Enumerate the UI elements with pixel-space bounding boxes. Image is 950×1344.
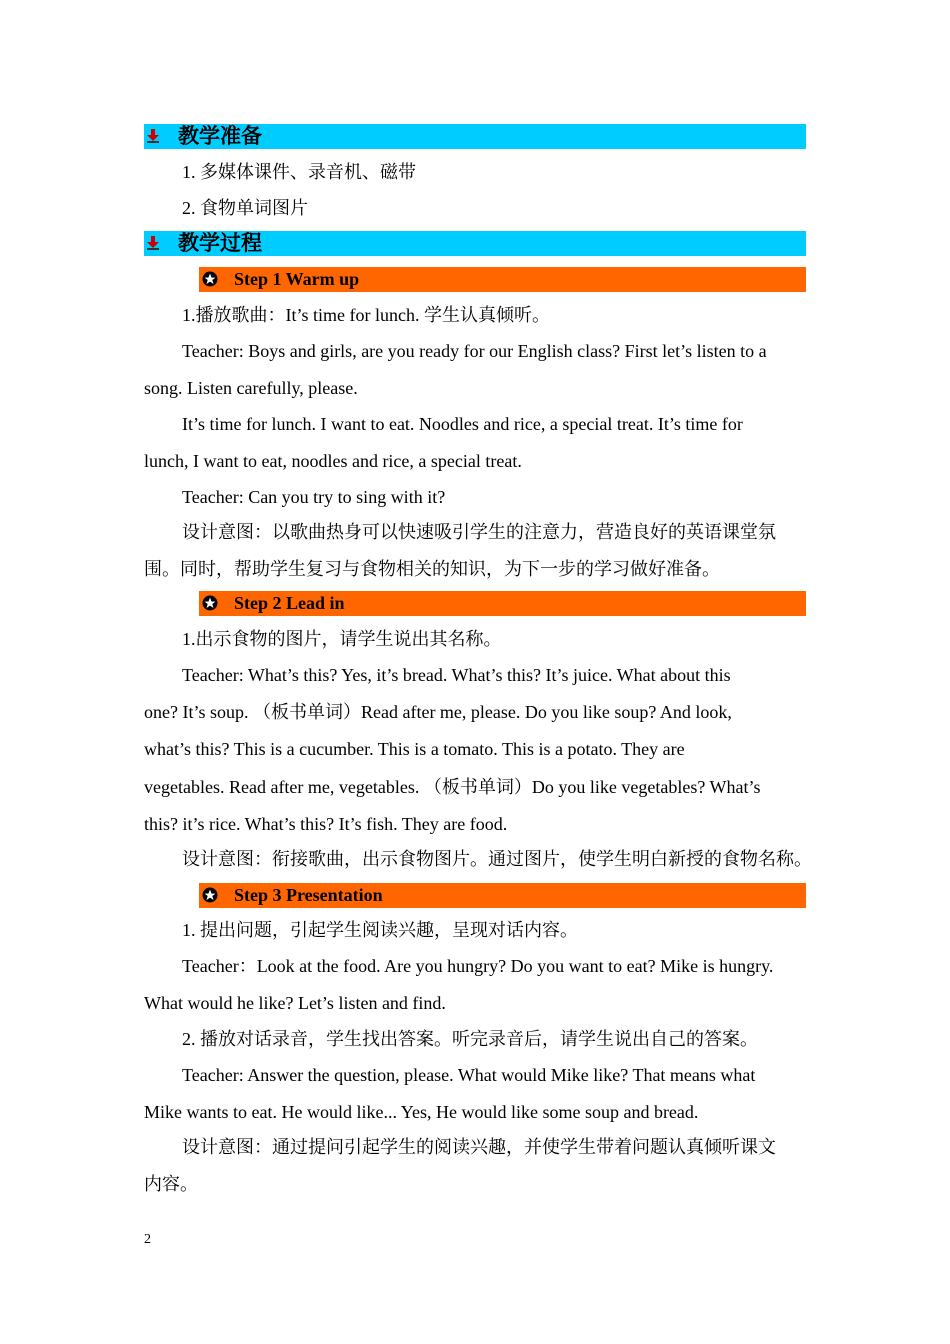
- paragraph-line: Teacher: Answer the question, please. What would Mike like? That means what: [182, 1065, 756, 1085]
- paragraph-line: 1.播放歌曲：It’s time for lunch. 学生认真倾听。: [182, 305, 550, 325]
- step-title: Step 1 Warm up: [234, 269, 360, 289]
- step-title: Step 3 Presentation: [234, 885, 383, 905]
- design-intent-line: 内容。: [144, 1174, 198, 1194]
- step-bar-2: [199, 591, 806, 616]
- paragraph-line: Teacher: Boys and girls, are you ready for our English class? First let’s listen to a: [182, 341, 767, 361]
- section-title: 教学准备: [178, 124, 262, 148]
- prep-item: 2. 食物单词图片: [182, 198, 308, 218]
- prep-item: 1. 多媒体课件、录音机、磁带: [182, 162, 416, 182]
- design-intent-line: 设计意图：通过提问引起学生的阅读兴趣，并使学生带着问题认真倾听课文: [182, 1137, 776, 1157]
- star-badge-icon: [202, 271, 218, 287]
- section-bar-process: [144, 231, 806, 256]
- paragraph-line: Teacher：Look at the food. Are you hungry? Do you want to eat? Mike is hungry.: [182, 956, 774, 976]
- paragraph-line: Teacher: What’s this? Yes, it’s bread. What’s this? It’s juice. What about this: [182, 665, 731, 685]
- paragraph-line: It’s time for lunch. I want to eat. Noodles and rice, a special treat. It’s time for: [182, 414, 743, 434]
- section-bar-prep: [144, 124, 806, 149]
- star-badge-icon: [202, 887, 218, 903]
- paragraph-line: song. Listen carefully, please.: [144, 378, 358, 398]
- step-title: Step 2 Lead in: [234, 593, 345, 613]
- design-intent-line: 围。同时，帮助学生复习与食物相关的知识，为下一步的学习做好准备。: [144, 559, 720, 579]
- paragraph-line: vegetables. Read after me, vegetables. （板书单词）Do you like vegetables? What’s: [144, 777, 761, 797]
- paragraph-line: what’s this? This is a cucumber. This is a tomato. This is a potato. They are: [144, 739, 685, 759]
- paragraph-line: one? It’s soup. （板书单词）Read after me, please. Do you like soup? And look,: [144, 702, 732, 722]
- paragraph-line: this? it’s rice. What’s this? It’s fish. They are food.: [144, 814, 508, 834]
- down-arrow-icon: [146, 129, 160, 143]
- paragraph-line: 1. 提出问题，引起学生阅读兴趣，呈现对话内容。: [182, 920, 578, 940]
- paragraph-line: 1.出示食物的图片，请学生说出其名称。: [182, 629, 502, 649]
- star-badge-icon: [202, 595, 218, 611]
- paragraph-line: Mike wants to eat. He would like... Yes, He would like some soup and bread.: [144, 1102, 699, 1122]
- paragraph-line: Teacher: Can you try to sing with it?: [182, 487, 446, 507]
- design-intent-line: 设计意图：衔接歌曲，出示食物图片。通过图片，使学生明白新授的食物名称。: [182, 849, 812, 869]
- paragraph-line: What would he like? Let’s listen and find.: [144, 993, 446, 1013]
- paragraph-line: lunch, I want to eat, noodles and rice, a special treat.: [144, 451, 522, 471]
- step-bar-1: [199, 267, 806, 292]
- design-intent-line: 设计意图：以歌曲热身可以快速吸引学生的注意力，营造良好的英语课堂氛: [182, 522, 776, 542]
- page-number: 2: [144, 1232, 151, 1247]
- down-arrow-icon: [146, 236, 160, 250]
- section-title: 教学过程: [178, 231, 262, 255]
- step-bar-3: [199, 883, 806, 908]
- paragraph-line: 2. 播放对话录音，学生找出答案。听完录音后，请学生说出自己的答案。: [182, 1029, 758, 1049]
